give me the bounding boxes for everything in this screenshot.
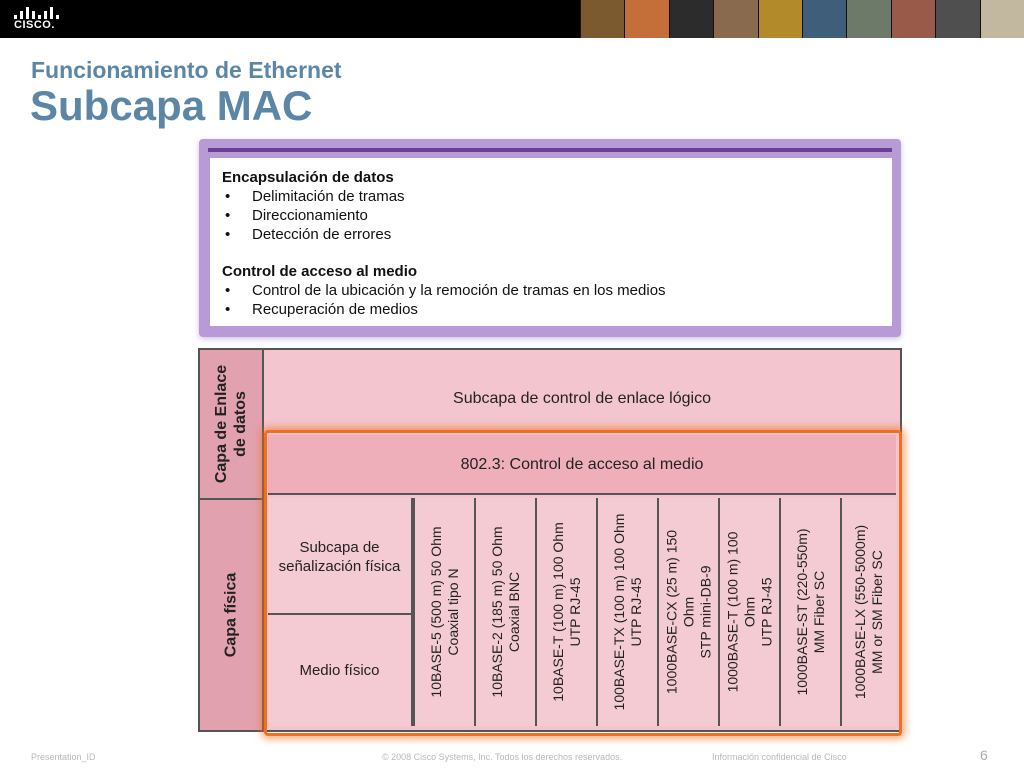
mac-functions-content [210,158,892,326]
standard-label: 1000BASE-ST (220-550m) MM Fiber SC [793,528,827,696]
footer-confidential: Información confidencial de Cisco [712,752,847,762]
llc-sublayer-cell [264,350,900,432]
physical-layer-label: Capa física [222,572,240,658]
physical-layer-cell [200,500,264,730]
page-number: 6 [980,747,988,763]
photo-tile [935,0,979,38]
media-access-heading: Control de acceso al medio [222,263,418,280]
signaling-sublayer-label: Subcapa de señalización física [278,539,401,575]
cisco-logo [12,5,60,33]
list-item: • Control de la ubicación y la remoción de tramas en los medios [225,282,666,299]
photo-tile [891,0,935,38]
standard-label: 100BASE-TX (100 m) 100 Ohm UTP RJ-45 [610,513,644,711]
standard-label: 1000BASE-CX (25 m) 150 Ohm STP mini-DB-9 [663,529,713,695]
photo-strip [580,0,1024,38]
photo-tile [713,0,757,38]
standard-label: 10BASE-T (100 m) 100 Ohm UTP RJ-45 [549,522,583,702]
list-item: • Direccionamiento [225,207,368,224]
cisco-logo-text: CISCO. [14,19,55,31]
photo-tile [580,0,624,38]
list-item: • Detección de errores [225,226,392,243]
photo-tile [669,0,713,38]
encapsulation-heading: Encapsulación de datos [222,169,394,186]
standard-label: 1000BASE-LX (550-5000m) MM or SM Fiber SC [852,524,885,700]
slide-subtitle: Funcionamiento de Ethernet [31,57,342,83]
mac-functions-box [199,139,901,337]
cisco-logo-bars-icon [12,5,60,19]
top-banner [0,0,1024,38]
photo-tile [802,0,846,38]
footer-presentation-id: Presentation_ID [31,752,96,762]
photo-tile [846,0,890,38]
photo-tile [980,0,1024,38]
footer-copyright: © 2008 Cisco Systems, Inc. Todos los derechos reservados. [382,752,623,762]
photo-tile [624,0,668,38]
mac-highlight-frame [264,430,902,736]
standard-label: 10BASE-2 (185 m) 50 Ohm Coaxial BNC [488,526,522,698]
standard-label: 10BASE-5 (500 m) 50 Ohm Coaxial tipo N [427,526,461,698]
list-item: • Delimitación de tramas [225,188,405,205]
mac-sublayer-label: 802.3: Control de acceso al medio [460,456,704,473]
standard-label: 1000BASE-T (100 m) 100 Ohm UTP RJ-45 [724,531,774,693]
data-link-layer-cell [200,350,264,500]
photo-tile [758,0,802,38]
data-link-layer-label: Capa de Enlace de datos [213,364,249,484]
llc-sublayer-label: Subcapa de control de enlace lógico [453,390,711,407]
list-item: • Recuperación de medios [225,301,418,318]
physical-medium-label: Medio físico [299,662,380,679]
box-stripe [208,148,892,152]
slide-title: Subcapa MAC [30,82,313,129]
